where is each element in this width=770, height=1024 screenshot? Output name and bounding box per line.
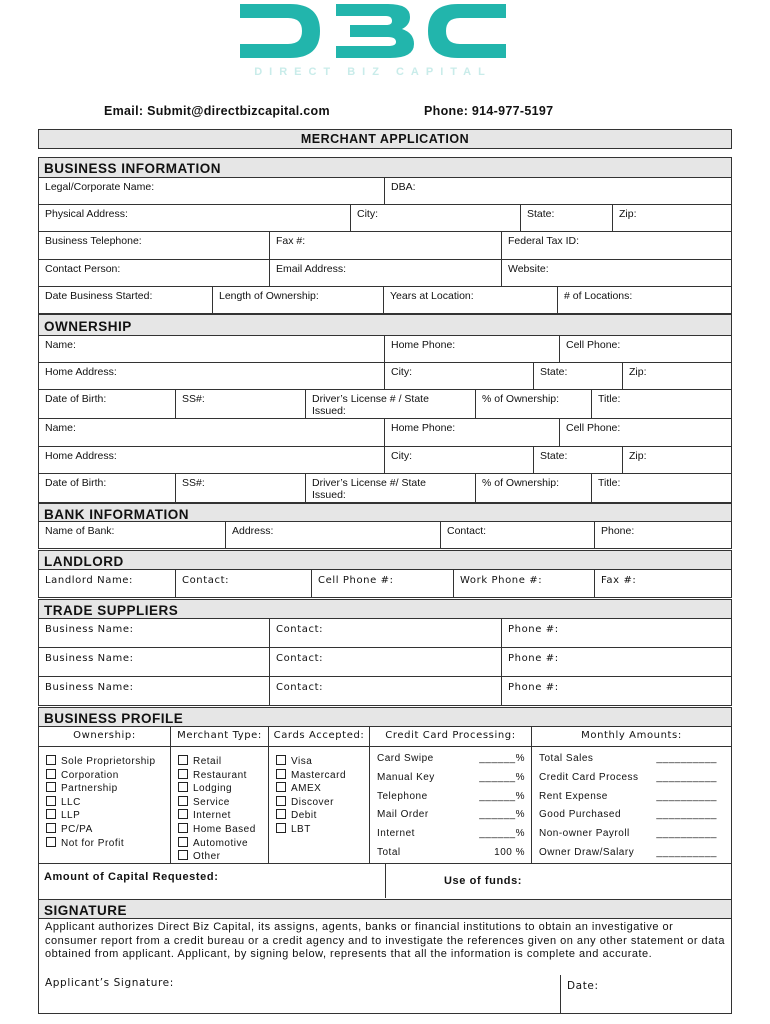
card-option: [276, 769, 369, 783]
monthly-amount-value-field[interactable]: __________: [656, 828, 717, 840]
monthly-amount-value-field[interactable]: __________: [656, 771, 717, 783]
profile-cc-processing-header: Credit Card Processing:: [370, 727, 532, 747]
business-profile-table: [38, 726, 732, 864]
landlord-work-phone-field[interactable]: Work Phone #:: [454, 570, 595, 597]
merchant-checkbox[interactable]: [178, 755, 188, 765]
merchant-option-label: Restaurant: [193, 769, 247, 781]
supplier1-contact-field[interactable]: Contact:: [270, 619, 502, 648]
signature-date-field[interactable]: Date:: [567, 980, 599, 992]
section-landlord: LANDLORD: [38, 550, 732, 570]
capital-requested-field[interactable]: Amount of Capital Requested:: [44, 871, 219, 883]
ownership-option-label: LLC: [61, 796, 81, 808]
ownership-option-label: Sole Proprietorship: [61, 756, 156, 767]
merchant-option: [178, 850, 268, 864]
card-option: [276, 809, 369, 823]
supplier2-business-name-field[interactable]: Business Name:: [39, 648, 270, 677]
owner2-zip-field[interactable]: Zip:: [623, 447, 731, 474]
merchant-option-label: Retail: [193, 756, 222, 767]
merchant-checkbox[interactable]: [178, 850, 188, 860]
merchant-option-label: Internet: [193, 810, 231, 822]
owner2-home-phone-field[interactable]: Home Phone:: [385, 419, 560, 447]
fax-field[interactable]: Fax #:: [270, 232, 502, 260]
ownership-checkbox[interactable]: [46, 837, 56, 847]
owner2-cell-phone-field[interactable]: Cell Phone:: [560, 419, 731, 447]
card-option: [276, 823, 369, 837]
merchant-option-label: Other: [193, 851, 221, 863]
ownership-checkbox[interactable]: [46, 796, 56, 806]
ownership-checkbox[interactable]: [46, 809, 56, 819]
supplier2-phone-field[interactable]: Phone #:: [502, 648, 731, 677]
cc-processing-label: Telephone: [377, 790, 428, 802]
monthly-amount-label: Credit Card Process: [539, 771, 639, 783]
owner1-dob-field[interactable]: Date of Birth:: [39, 390, 176, 419]
cc-processing-list: [370, 747, 532, 863]
merchant-option: [178, 769, 268, 783]
authorization-text: Applicant authorizes Direct Biz Capital, its assigns, agents, banks or financial institutions to obtain an investigative or consumer report from a credit bureau or a credit agency and to investigate the references given on any other statement or data obtained from applicant. Applicant, by signing below, represents that all the information is complete and accurate.: [45, 921, 725, 960]
owner1-name-field[interactable]: Name:: [39, 336, 385, 363]
ownership-checkbox[interactable]: [46, 769, 56, 779]
profile-ownership-header: Ownership:: [39, 727, 171, 747]
cc-processing-label: Mail Order: [377, 809, 429, 821]
owner2-pct-ownership-field[interactable]: % of Ownership:: [476, 474, 592, 502]
length-ownership-field[interactable]: Length of Ownership:: [213, 287, 384, 313]
owner2-state-field[interactable]: State:: [534, 447, 623, 474]
cc-processing-value-field[interactable]: ______%: [479, 771, 525, 783]
ownership-option: [46, 823, 170, 837]
merchant-checkbox[interactable]: [178, 823, 188, 833]
landlord-name-field[interactable]: Landlord Name:: [39, 570, 176, 597]
num-locations-field[interactable]: # of Locations:: [564, 290, 633, 302]
logo-subtext: DIRECT BIZ CAPITAL: [254, 66, 492, 78]
card-option: [276, 755, 369, 769]
date-started-field[interactable]: Date Business Started:: [39, 287, 213, 313]
merchant-option-label: Lodging: [193, 783, 233, 795]
supplier1-business-name-field[interactable]: Business Name:: [39, 619, 270, 648]
trade-suppliers-table: [38, 618, 732, 706]
merchant-checkbox[interactable]: [178, 809, 188, 819]
landlord-fax-field[interactable]: Fax #:: [601, 575, 637, 586]
merchant-option-label: Service: [193, 796, 230, 808]
card-option-label: Debit: [291, 810, 317, 822]
monthly-amount-value-field[interactable]: __________: [656, 790, 717, 802]
cc-processing-label: Internet: [377, 828, 415, 840]
signature-table: [38, 918, 732, 1014]
bank-phone-field[interactable]: Phone:: [601, 525, 635, 537]
owner1-state-field[interactable]: State:: [534, 363, 623, 390]
monthly-amount-value-field[interactable]: __________: [656, 809, 717, 821]
merchant-option: [178, 755, 268, 769]
landlord-contact-field[interactable]: Contact:: [176, 570, 312, 597]
ownership-option: [46, 809, 170, 823]
merchant-option: [178, 837, 268, 851]
ownership-option: [46, 769, 170, 783]
cards-accepted-options: [269, 747, 370, 863]
profile-cards-accepted-header: Cards Accepted:: [269, 727, 370, 747]
years-location-field[interactable]: Years at Location:: [384, 287, 558, 313]
applicant-signature-field[interactable]: [39, 975, 561, 1013]
cc-processing-value-field[interactable]: ______%: [479, 809, 525, 821]
owner1-home-phone-field[interactable]: Home Phone:: [385, 336, 560, 363]
monthly-amount-label: Good Purchased: [539, 809, 622, 821]
section-ownership: OWNERSHIP: [38, 314, 732, 336]
merchant-option-label: Automotive: [193, 837, 249, 849]
merchant-option: [178, 809, 268, 823]
ownership-option-label: LLP: [61, 810, 81, 822]
card-option-label: Visa: [291, 756, 313, 767]
section-business-profile: BUSINESS PROFILE: [38, 707, 732, 727]
monthly-amount-label: Owner Draw/Salary: [539, 847, 635, 858]
supplier1-phone-field[interactable]: Phone #:: [502, 619, 731, 648]
bank-contact-field[interactable]: Contact:: [441, 522, 595, 548]
card-option-label: Mastercard: [291, 769, 347, 781]
email-line: Email: Submit@directbizcapital.com: [104, 104, 330, 118]
card-option: [276, 782, 369, 796]
merchant-option: [178, 782, 268, 796]
business-state-field[interactable]: State:: [521, 205, 613, 232]
ownership-option-label: PC/PA: [61, 823, 93, 835]
cc-processing-label: Card Swipe: [377, 753, 434, 764]
section-trade-suppliers: TRADE SUPPLIERS: [38, 599, 732, 619]
bank-table: [38, 521, 732, 549]
profile-monthly-amounts-header: Monthly Amounts:: [532, 727, 731, 747]
use-of-funds-field[interactable]: Use of funds:: [444, 875, 523, 887]
website-field[interactable]: Website:: [502, 260, 731, 287]
section-bank-information: BANK INFORMATION: [38, 503, 732, 522]
monthly-amounts-list: [532, 747, 731, 863]
supplier2-contact-field[interactable]: Contact:: [270, 648, 502, 677]
ownership-option: [46, 755, 170, 769]
merchant-checkbox[interactable]: [178, 796, 188, 806]
card-checkbox[interactable]: [276, 769, 286, 779]
card-checkbox[interactable]: [276, 755, 286, 765]
owner2-ssn-field[interactable]: SS#:: [176, 474, 306, 502]
card-checkbox[interactable]: [276, 782, 286, 792]
card-checkbox[interactable]: [276, 796, 286, 806]
cc-processing-label: Total: [377, 847, 401, 858]
bank-name-field[interactable]: Name of Bank:: [39, 522, 226, 548]
owner2-city-field[interactable]: City:: [385, 447, 534, 474]
monthly-amount-value-field[interactable]: __________: [656, 847, 717, 858]
dba-field[interactable]: DBA:: [385, 178, 731, 205]
profile-merchant-type-header: Merchant Type:: [171, 727, 269, 747]
owner2-dob-field[interactable]: Date of Birth:: [39, 474, 176, 502]
owner1-city-field[interactable]: City:: [385, 363, 534, 390]
supplier3-contact-field[interactable]: Contact:: [270, 677, 502, 705]
card-option-label: AMEX: [291, 783, 322, 795]
cc-processing-value-field[interactable]: ______%: [479, 790, 525, 802]
bank-address-field[interactable]: Address:: [226, 522, 441, 548]
owner1-zip-field[interactable]: Zip:: [623, 363, 731, 390]
owner2-name-field[interactable]: Name:: [39, 419, 385, 447]
monthly-amount-label: Rent Expense: [539, 790, 608, 802]
owner2-license-field[interactable]: Driver’s License #/ State Issued:: [306, 474, 476, 502]
owner1-pct-ownership-field[interactable]: % of Ownership:: [476, 390, 592, 419]
email-address-field[interactable]: Email Address:: [270, 260, 502, 287]
owner1-license-field[interactable]: Driver’s License # / State Issued:: [306, 390, 476, 419]
card-option-label: LBT: [291, 823, 311, 835]
cc-processing-value-field[interactable]: ______%: [479, 753, 525, 764]
ownership-option: [46, 796, 170, 810]
supplier3-phone-field[interactable]: Phone #:: [508, 682, 559, 693]
federal-tax-id-field[interactable]: Federal Tax ID:: [502, 232, 731, 260]
merchant-option: [178, 823, 268, 837]
ownership-option-label: Not for Profit: [61, 837, 125, 849]
card-option: [276, 796, 369, 810]
business-city-field[interactable]: City:: [351, 205, 521, 232]
ownership-table: [38, 335, 732, 503]
contact-person-field[interactable]: Contact Person:: [39, 260, 270, 287]
landlord-table: [38, 569, 732, 598]
owner1-home-address-field[interactable]: Home Address:: [39, 363, 385, 390]
owner2-title-field[interactable]: Title:: [598, 477, 621, 489]
supplier3-business-name-field[interactable]: Business Name:: [39, 677, 270, 705]
cc-processing-value-field[interactable]: 100 %: [494, 847, 525, 858]
merchant-checkbox[interactable]: [178, 837, 188, 847]
owner1-ssn-field[interactable]: SS#:: [176, 390, 306, 419]
ownership-option-label: Partnership: [61, 783, 118, 795]
merchant-type-options: [171, 747, 269, 863]
merchant-option-label: Home Based: [193, 823, 256, 835]
owner2-home-address-field[interactable]: Home Address:: [39, 447, 385, 474]
legal-name-field[interactable]: Legal/Corporate Name:: [39, 178, 385, 205]
ownership-option: [46, 837, 170, 851]
ownership-checkbox[interactable]: [46, 755, 56, 765]
business-zip-field[interactable]: Zip:: [613, 205, 731, 232]
business-telephone-field[interactable]: Business Telephone:: [39, 232, 270, 260]
cc-processing-label: Manual Key: [377, 771, 435, 783]
monthly-amount-value-field[interactable]: __________: [656, 753, 717, 764]
applicant-signature-label: Applicant’s Signature:: [45, 977, 174, 989]
cc-processing-value-field[interactable]: ______%: [479, 828, 525, 840]
card-option-label: Discover: [291, 796, 334, 808]
owner1-cell-phone-field[interactable]: Cell Phone:: [560, 336, 731, 363]
monthly-amount-label: Total Sales: [539, 753, 594, 764]
ownership-option: [46, 782, 170, 796]
monthly-amount-label: Non-owner Payroll: [539, 828, 630, 840]
card-checkbox[interactable]: [276, 823, 286, 833]
ownership-checkbox[interactable]: [46, 782, 56, 792]
physical-address-field[interactable]: Physical Address:: [39, 205, 351, 232]
ownership-option-label: Corporation: [61, 769, 119, 781]
section-business-information: BUSINESS INFORMATION: [38, 157, 732, 178]
card-checkbox[interactable]: [276, 809, 286, 819]
phone-line: Phone: 914-977-5197: [424, 104, 554, 118]
ownership-options: [39, 747, 171, 863]
business-info-table: [38, 177, 732, 314]
merchant-option: [178, 796, 268, 810]
ownership-checkbox[interactable]: [46, 823, 56, 833]
landlord-cell-phone-field[interactable]: Cell Phone #:: [312, 570, 454, 597]
merchant-checkbox[interactable]: [178, 782, 188, 792]
merchant-checkbox[interactable]: [178, 769, 188, 779]
section-signature: SIGNATURE: [38, 899, 732, 919]
owner1-title-field[interactable]: Title:: [592, 390, 731, 419]
logo-text: DBC: [238, 2, 241, 3]
form-title: MERCHANT APPLICATION: [38, 129, 732, 149]
